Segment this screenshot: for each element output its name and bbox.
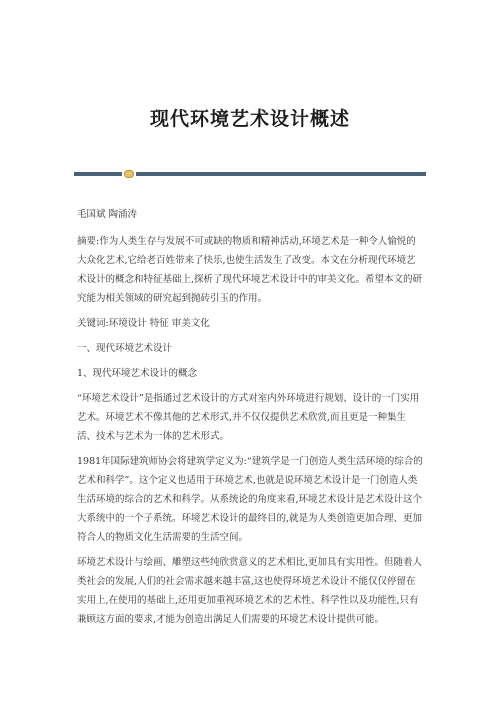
document-title: 现代环境艺术设计概述 [149,108,350,130]
title-divider [74,170,426,178]
abstract: 摘要:作为人类生存与发展不可或缺的物质和精神活动,环境艺术是一种令人愉悦的大众化艺术,它给老百姓带来了快乐,也使生活发生了改变。本文在分析现代环境艺术设计的概念和特征基础上,探析了现代环境艺术设计中的审美文化。希望本文的研究能为相关领域的研究起到抛砖引玉的作用。 [77,236,423,304]
keywords: 关键词:环境设计 特征 审美文化 [77,318,210,329]
section-heading: 一、现代环境艺术设计 [77,343,173,354]
paragraph: 1981年国际建筑师协会将建筑学定义为:“建筑学是一门创造人类生活环境的综合的艺术和科学”。这个定义也适用于环境艺术,也就是说环境艺术设计是一门创造人类生活环境的综合的艺术和科学。从系统论的角度来看,环境艺术设计是艺术设计这个大系统中的一个子系统。环境艺术设计的最终目的,就是为人类创造更加合理、更加符合人的物质文化生活需要的生活空间。 [77,456,423,543]
authors: 毛国斌 陶涌涛 [77,209,138,220]
subsection-heading: 1、现代环境艺术设计的概念 [77,368,198,379]
paragraph: “环境艺术设计”是指通过艺术设计的方式对室内外环境进行规划、设计的一门实用艺术。环境艺术不像其他的艺术形式,并不仅仅提供艺术欣赏,而且更是一种集生活、技术与艺术为一体的艺术形式。 [77,393,420,442]
document-body [77,205,425,635]
divider-bar-left [74,172,122,176]
divider-emblem-icon [124,170,134,178]
paragraph: 环境艺术设计与绘画、雕塑这些纯欣赏意义的艺术相比,更加具有实用性。但随着人类社会的发展,人们的社会需求越来越丰富,这也使得环境艺术设计不能仅仅停留在实用上,在使用的基础上,还用更加重视环境艺术的艺术性、科学性以及功能性,只有兼顾这方面的要求,才能为创造出满足人们需要的环境艺术设计提供可能。 [77,557,423,625]
divider-bar-right [136,172,426,176]
